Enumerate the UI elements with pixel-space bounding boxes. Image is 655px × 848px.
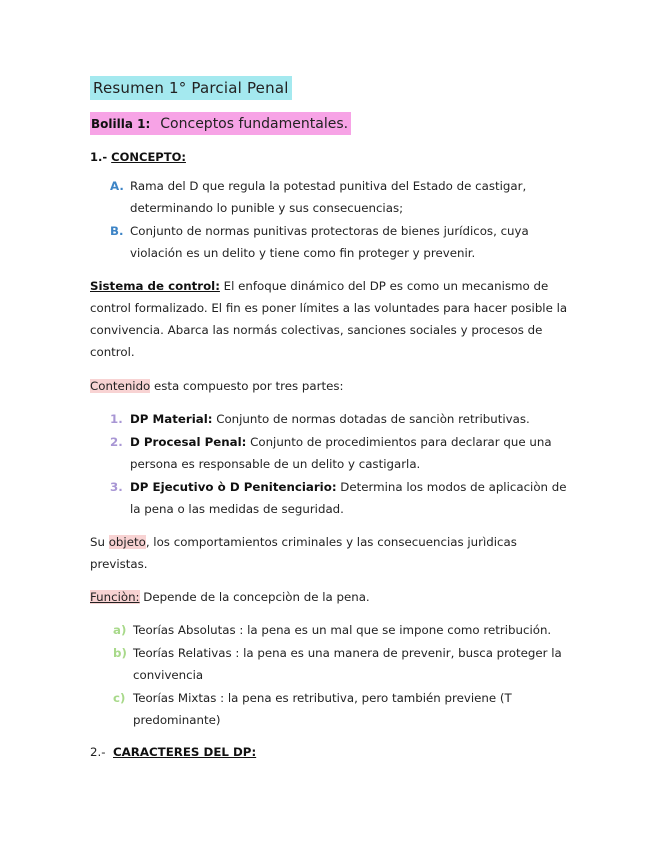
contenido-rest: esta compuesto por tres partes: bbox=[150, 379, 344, 393]
contenido-marker-3: 3. bbox=[110, 480, 123, 494]
section-1-number: 1.- bbox=[90, 150, 108, 164]
funcion-item-b-line1: Teorías Relativas : la pena es una manera de prevenir, busca proteger la bbox=[133, 646, 562, 660]
contenido-item-3-term: DP Ejecutivo ò D Penitenciario: bbox=[130, 480, 337, 494]
concepto-item-b-line2: violación es un delito y tiene como fin proteger y prevenir. bbox=[130, 246, 476, 260]
objeto-line2: previstas. bbox=[90, 557, 148, 571]
section-2-title: CARACTERES DEL DP: bbox=[113, 745, 257, 759]
contenido-item-3-line2: la pena o las medidas de seguridad. bbox=[130, 502, 344, 516]
contenido-marker-1: 1. bbox=[110, 412, 123, 426]
concepto-marker-b: B. bbox=[110, 224, 124, 238]
contenido-intro bbox=[90, 375, 343, 397]
contenido-item-1-line1 bbox=[130, 408, 530, 430]
bolilla-highlight bbox=[90, 112, 351, 135]
sistema-term: Sistema de control: bbox=[90, 279, 220, 293]
contenido-item-3-line1 bbox=[130, 476, 567, 498]
funcion-item-c-line1: Teorías Mixtas : la pena es retributiva, pero también previene (T bbox=[133, 691, 512, 705]
funcion-rest: Depende de la concepciòn de la pena. bbox=[139, 590, 370, 604]
contenido-marker-2: 2. bbox=[110, 435, 123, 449]
bolilla-heading bbox=[90, 112, 351, 134]
funcion-marker-c: c) bbox=[113, 691, 126, 705]
objeto-pre: Su bbox=[90, 535, 109, 549]
concepto-item-a-line1: Rama del D que regula la potestad punitiva del Estado de castigar, bbox=[130, 179, 527, 193]
contenido-item-2-text: Conjunto de procedimientos para declarar que una bbox=[246, 435, 552, 449]
contenido-term: Contenido bbox=[90, 379, 151, 393]
concepto-marker-a: A. bbox=[110, 179, 124, 193]
funcion-term: Funciòn: bbox=[90, 590, 140, 604]
bolilla-topic: Conceptos fundamentales. bbox=[160, 116, 349, 132]
contenido-item-2-line2: persona es responsable de un delito y castigarla. bbox=[130, 457, 421, 471]
concepto-item-a-line2: determinando lo punible y sus consecuencias; bbox=[130, 201, 404, 215]
contenido-item-1-term: DP Material: bbox=[130, 412, 213, 426]
funcion-intro bbox=[90, 586, 370, 608]
section-2-heading bbox=[90, 741, 256, 763]
funcion-item-a-line1: Teorías Absolutas : la pena es un mal que se impone como retribución. bbox=[133, 623, 552, 637]
sistema-line4: control. bbox=[90, 345, 135, 359]
sistema-line1-text: El enfoque dinámico del DP es como un mecanismo de bbox=[219, 279, 549, 293]
bolilla-label: Bolilla 1: bbox=[91, 117, 151, 131]
objeto-line1 bbox=[90, 531, 517, 553]
objeto-rest: , los comportamientos criminales y las consecuencias jurìdicas bbox=[145, 535, 517, 549]
sistema-line3: convivencia. Abarca las normás colectivas, sanciones sociales y procesos de bbox=[90, 323, 543, 337]
document-title: Resumen 1° Parcial Penal bbox=[90, 76, 292, 100]
section-1-heading bbox=[90, 148, 186, 166]
funcion-marker-b: b) bbox=[113, 646, 127, 660]
contenido-item-2-term: D Procesal Penal: bbox=[130, 435, 247, 449]
section-1-title: CONCEPTO: bbox=[111, 150, 186, 164]
funcion-item-c-line2: predominante) bbox=[133, 713, 221, 727]
funcion-item-b-line2: convivencia bbox=[133, 668, 204, 682]
concepto-item-b-line1: Conjunto de normas punitivas protectoras de bienes jurídicos, cuya bbox=[130, 224, 529, 238]
contenido-item-3-text: Determina los modos de aplicaciòn de bbox=[336, 480, 567, 494]
funcion-marker-a: a) bbox=[113, 623, 127, 637]
sistema-line1 bbox=[90, 275, 548, 297]
section-2-number: 2.- bbox=[90, 745, 106, 759]
contenido-item-1-text: Conjunto de normas dotadas de sanciòn retributivas. bbox=[212, 412, 530, 426]
contenido-item-2-line1 bbox=[130, 431, 552, 453]
objeto-term: objeto bbox=[108, 535, 146, 549]
sistema-line2: control formalizado. El fin es poner límites a las voluntades para hacer posible la bbox=[90, 301, 568, 315]
